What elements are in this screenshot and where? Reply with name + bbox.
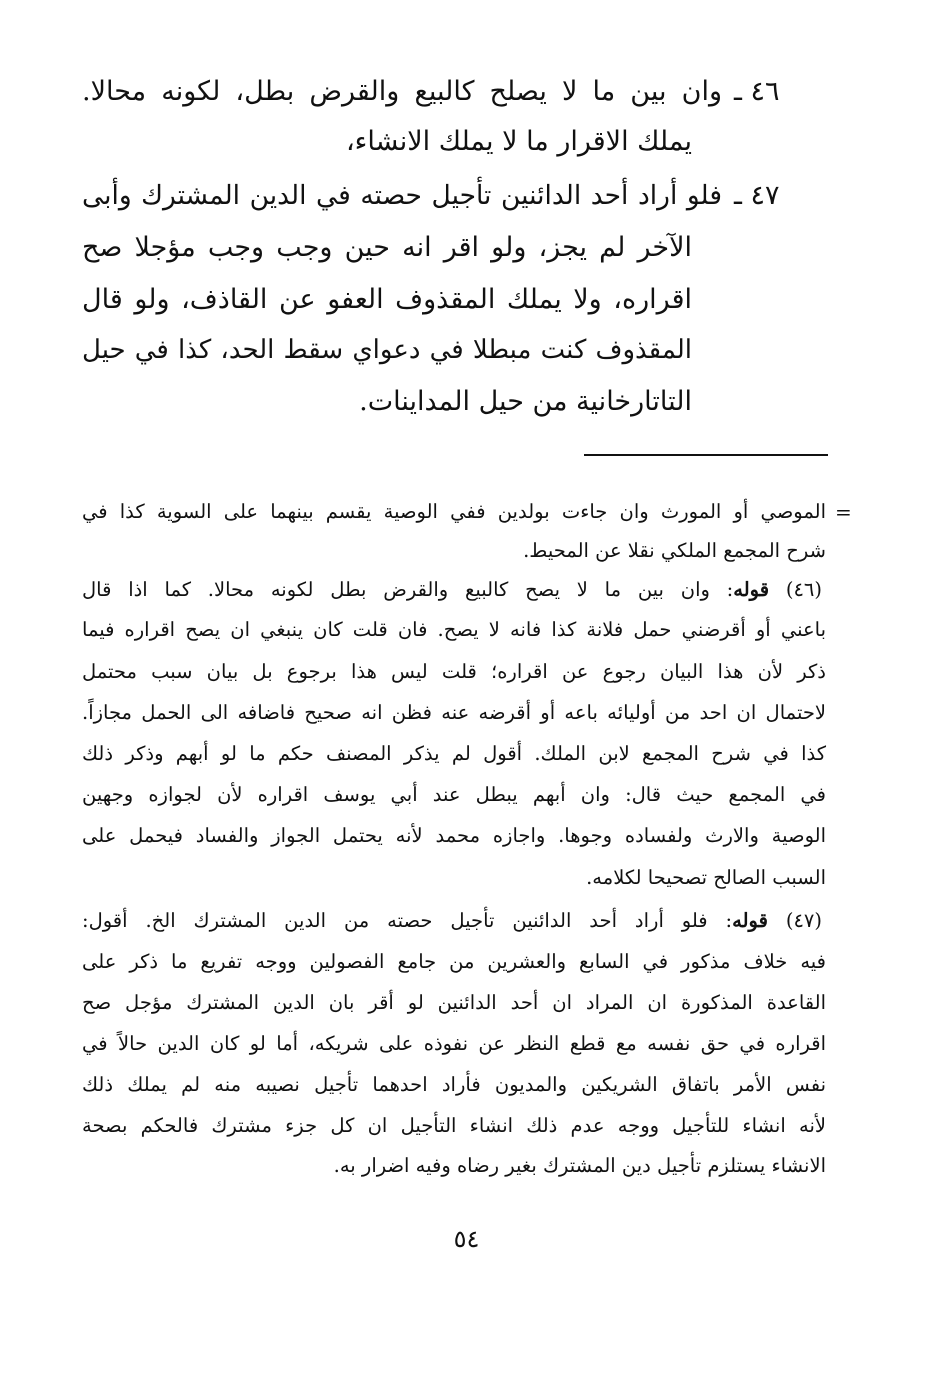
footnote-46-line-7: الوصية والارث ولفساده وجوها. واجازه محمد لأنه يحتمل الجواز والفساد فيحمل على xyxy=(82,824,826,847)
page-number: ٥٤ xyxy=(453,1225,480,1253)
item-47-number: ٤٧ ـ xyxy=(734,180,780,211)
footnote-46-line-3: ذكر لأن هذا البيان رجوع عن اقراره؛ قلت ليس هذا برجوع بل بيان سبب محتمل xyxy=(82,660,826,683)
footnote-47-keyword: قوله xyxy=(732,909,768,932)
item-46-line-2: يملك الاقرار ما لا يملك الانشاء، xyxy=(345,126,692,157)
footnote-46-line-6: في المجمع حيث قال: وان أبهم يبطل عند أبي يوسف اقراره لأن لجوازه وجهين xyxy=(82,783,826,806)
footnote-47-line-5: نفس الأمر باتفاق الشريكين والمديون فأراد احدهما تأجيل نصيبه منه لم يملك ذلك xyxy=(82,1073,826,1096)
footnote-46-line-4: لاحتمال ان احد من أوليائه باعه أو أقرضه عنه فظن انه صحيح فاضافه الى الحمل مجازاً. xyxy=(82,701,826,724)
footnote-47-line-2: فيه خلاف مذكور في السابع والعشرين من جامع الفصولين ووجه تفريع ما ذكر على xyxy=(82,950,826,973)
item-47-line-3: اقراره، ولا يملك المقذوف العفو عن القاذف، ولو قال xyxy=(82,284,692,315)
item-46-number: ٤٦ ـ xyxy=(734,76,780,107)
footnote-47-line-1 xyxy=(82,905,822,937)
item-47-line-4: المقذوف كنت مبطلا في دعواي سقط الحد، كذا في حيل xyxy=(82,335,692,365)
item-47-line-1: فلو أراد أحد الدائنين تأجيل حصته في الدين المشترك وأبى xyxy=(82,180,722,211)
footnote-47-line-7: الانشاء يستلزم تأجيل دين المشترك بغير رضاه وفيه اضرار به. xyxy=(333,1154,826,1177)
item-47-line-2: الآخر لم يجز، ولو اقر انه حين وجب وجب مؤجلا صح xyxy=(82,232,692,263)
footnote-47-line-3: القاعدة المذكورة ان المراد ان أحد الدائنين لو أقر بان الدين المشترك مؤجل صح xyxy=(82,991,826,1014)
footnote-46-line-8: السبب الصالح تصحيحا لكلامه. xyxy=(586,866,826,889)
footnote-46-marker: (٤٦) xyxy=(785,578,823,601)
footnote-47-line-4: اقراره في حق نفسه مع قطع النظر عن نفوذه على شريكه، أما لو كان الدين حالاً في xyxy=(82,1032,826,1055)
footnote-47-first-line-text: : فلو أراد أحد الدائنين تأجيل حصته من الدين المشترك الخ. أقول: xyxy=(82,909,733,932)
footnote-continuation-line-1: الموصي أو المورث وان جاءت بولدين ففي الوصية يقسم بينهما على السوية كذا في xyxy=(82,500,826,523)
footnote-47-line-6: لأنه انشاء للتأجيل ووجه عدم ذلك انشاء التأجيل ان كل جزء مشترك فالحكم بصحة xyxy=(82,1114,826,1137)
footnote-46-line-5: كذا في شرح المجمع لابن الملك. أقول لم يذكر المصنف حكم ما لو أبهم وذكر ذلك xyxy=(82,742,826,765)
footnote-46-keyword: قوله xyxy=(733,578,770,601)
footnote-46-first-line-text: : وان بين ما لا يصح كالبيع والقرض بطل لكونه محالا. كما اذا قال xyxy=(82,578,734,601)
footnote-separator xyxy=(584,454,828,456)
item-46-line-1: وان بين ما لا يصلح كالبيع والقرض بطل، لكونه محالا. xyxy=(82,76,722,107)
item-47-line-5: التاتارخانية من حيل المداينات. xyxy=(359,386,692,417)
continuation-mark: = xyxy=(835,500,852,524)
footnote-47-marker: (٤٧) xyxy=(785,909,822,932)
footnote-continuation-line-2: شرح المجمع الملكي نقلا عن المحيط. xyxy=(523,539,826,562)
footnote-46-line-1 xyxy=(82,574,822,606)
footnote-46-line-2: باعني أو أقرضني حمل فلانة كذا فانه لا يصح. فان قلت كان ينبغي ان يصح اقراره فيما xyxy=(82,618,826,641)
